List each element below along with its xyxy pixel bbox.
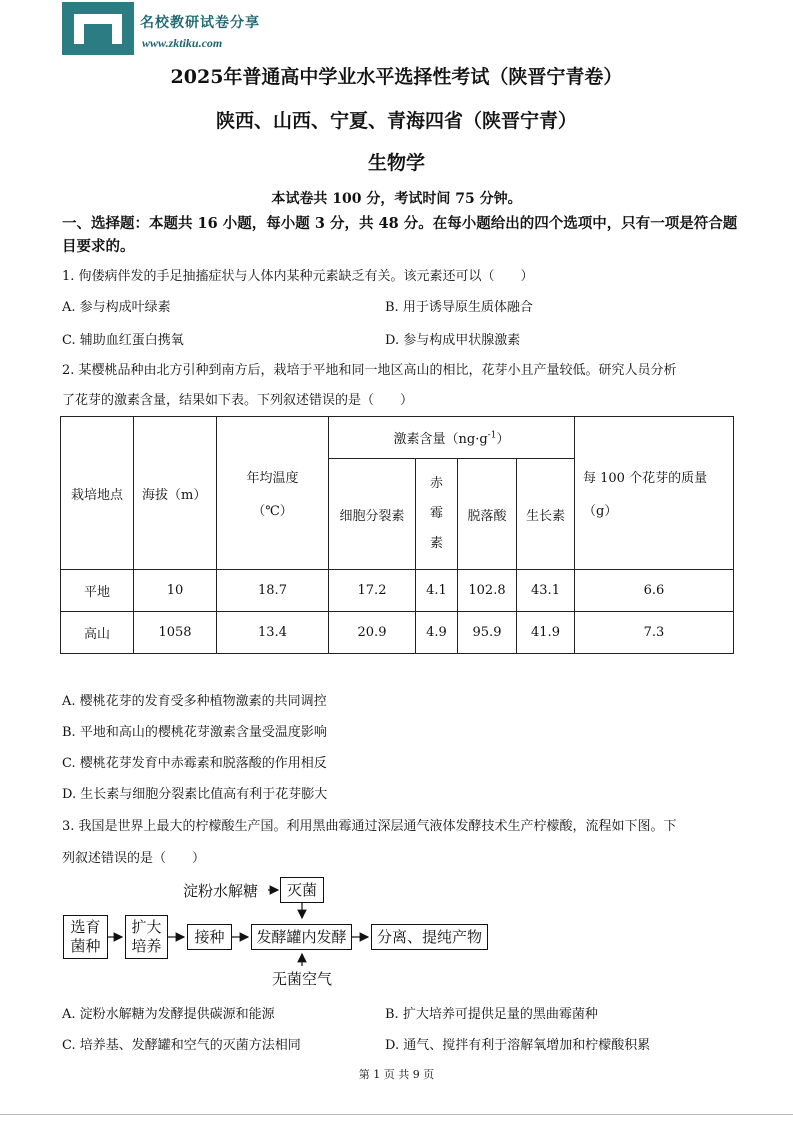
cell-site: 高山	[61, 612, 134, 654]
cell-cytokinin: 20.9	[329, 612, 416, 654]
box-inoculate: 接种	[187, 924, 232, 950]
cell-auxin: 43.1	[517, 570, 575, 612]
cell-cytokinin: 17.2	[329, 570, 416, 612]
cell-mass: 6.6	[575, 570, 734, 612]
q3-option-d: D. 通气、搅拌有利于溶解氧增加和柠檬酸积累	[385, 1038, 651, 1053]
cell-altitude: 10	[134, 570, 217, 612]
q3-option-a: A. 淀粉水解糖为发酵提供碳源和能源	[62, 1007, 275, 1022]
logo-url: www.zktiku.com	[142, 36, 223, 50]
q3-stem-line1: 3. 我国是世界上最大的柠檬酸生产国。利用黑曲霉通过深层通气液体发酵技术生产柠檬酸，流程如下图。下	[62, 819, 677, 834]
cell-temperature: 18.7	[217, 570, 329, 612]
header-abscisic-acid: 脱落酸	[458, 459, 517, 570]
logo-name: 名校教研试卷分享	[140, 15, 260, 31]
box-separate-purify: 分离、提纯产物	[371, 924, 488, 950]
header-temperature-line1: 年均温度	[246, 471, 299, 486]
q3-option-c: C. 培养基、发酵罐和空气的灭菌方法相同	[62, 1038, 301, 1053]
q3-option-b: B. 扩大培养可提供足量的黑曲霉菌种	[385, 1007, 598, 1022]
q1-stem: 1. 佝偻病伴发的手足抽搐症状与人体内某种元素缺乏有关。该元素还可以（ ）	[62, 269, 534, 284]
q3-stem-line2: 列叙述错误的是（ ）	[62, 851, 206, 866]
q1-option-c: C. 辅助血红蛋白携氧	[62, 333, 184, 348]
header-temperature-line2: （℃）	[252, 504, 293, 519]
exam-note: 本试卷共 100 分，考试时间 75 分钟。	[271, 191, 522, 207]
cell-gibberellin: 4.9	[416, 612, 458, 654]
header-hormone-close: ）	[496, 432, 510, 447]
cell-abscisic-acid: 95.9	[458, 612, 517, 654]
q2-option-a: A. 樱桃花芽的发育受多种植物激素的共同调控	[62, 694, 327, 709]
q1-option-b: B. 用于诱导原生质体融合	[385, 300, 533, 315]
box-expand-culture: 扩大培养	[125, 915, 168, 959]
exam-title: 2025年普通高中学业水平选择性考试（陕晋宁青卷）	[170, 66, 623, 88]
footer-divider	[0, 1114, 793, 1115]
header-hormone-unit-sup: -1	[487, 430, 497, 441]
header-site: 栽培地点	[61, 417, 134, 570]
q2-option-d: D. 生长素与细胞分裂素比值高有利于花芽膨大	[62, 787, 328, 802]
cell-site: 平地	[61, 570, 134, 612]
box-select-strain: 选育菌种	[63, 915, 108, 959]
q1-option-a: A. 参与构成叶绿素	[62, 300, 171, 315]
label-starch: 淀粉水解糖	[183, 882, 259, 900]
q2-stem-line2: 了花芽的激素含量，结果如下表。下列叙述错误的是（ ）	[62, 393, 414, 408]
cell-abscisic-acid: 102.8	[458, 570, 517, 612]
header-hormone-text: 激素含量（ng·g	[393, 432, 488, 447]
cell-auxin: 41.9	[517, 612, 575, 654]
box-ferment: 发酵罐内发酵	[251, 924, 352, 950]
header-mass-line2: （g）	[583, 504, 618, 519]
header-mass-line1: 每 100 个花芽的质量	[583, 471, 708, 486]
cell-altitude: 1058	[134, 612, 217, 654]
box-sterilize: 灭菌	[280, 877, 324, 903]
header-auxin: 生长素	[517, 459, 575, 570]
q2-option-c: C. 樱桃花芽发育中赤霉素和脱落酸的作用相反	[62, 756, 327, 771]
q2-stem-line1: 2. 某樱桃品种由北方引种到南方后，栽培于平地和同一地区高山的相比，花芽小且产量较低。研究人员分析	[62, 363, 677, 378]
cell-temperature: 13.4	[217, 612, 329, 654]
header-gibberellin-text: 赤霉素	[429, 476, 443, 551]
q1-option-d: D. 参与构成甲状腺激素	[385, 333, 521, 348]
cell-gibberellin: 4.1	[416, 570, 458, 612]
cell-mass: 7.3	[575, 612, 734, 654]
q2-option-b: B. 平地和高山的樱桃花芽激素含量受温度影响	[62, 725, 327, 740]
header-cytokinin: 细胞分裂素	[329, 459, 416, 570]
header-altitude: 海拔（m）	[134, 417, 217, 570]
page-number: 第 1 页 共 9 页	[358, 1068, 435, 1081]
subject-title: 生物学	[367, 152, 425, 174]
section-heading: 一、选择题：本题共 16 小题，每小题 3 分，共 48 分。在每小题给出的四个选项中，只有一项是符合题目要求的。	[62, 215, 738, 255]
label-sterile-air: 无菌空气	[272, 970, 333, 988]
exam-subtitle: 陕西、山西、宁夏、青海四省（陕晋宁青）	[215, 110, 577, 132]
